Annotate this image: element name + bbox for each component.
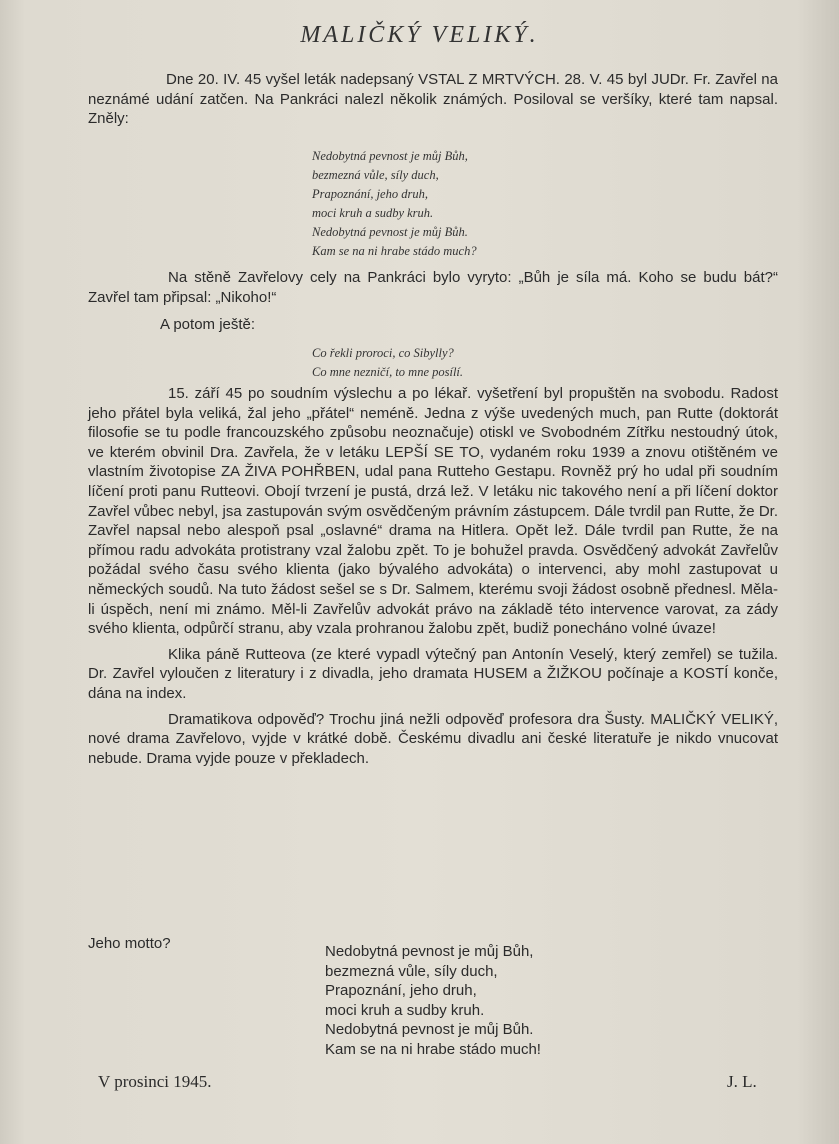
signature-initials: J. L. bbox=[727, 1072, 757, 1091]
verse-line: Prapoznání, jeho druh, bbox=[312, 187, 428, 201]
paragraph-cell-wall bbox=[88, 268, 778, 307]
prison-verse bbox=[312, 147, 477, 261]
verse-line: Co řekli proroci, co Sibylly? bbox=[312, 346, 454, 360]
verse-line: moci kruh a sudby kruh. bbox=[312, 206, 434, 220]
verse-line: Kam se na ni hrabe stádo much? bbox=[312, 244, 477, 258]
verse-line: bezmezná vůle, síly duch, bbox=[312, 168, 439, 182]
verse-line: Co mne nezničí, to mne posílí. bbox=[312, 365, 464, 379]
main-text bbox=[88, 384, 778, 768]
paragraph-then bbox=[88, 315, 778, 335]
paragraph-release: 15. září 45 po soudním výslechu a po lékař. vyšetření byl propuštěn na svobodu. Radost jeho přátel byla veliká, žal jeho „přátel“ neméně. Jedna z výše uvedených much, pan Rutte (doktorát filosofie se tu podle francouzského způsobu neoznačuje) otiskl ve Svobodném Zítřku nestoudný útok, ve kterém obvinil Dra. Zavřela, že v letáku LEPŠÍ SE TO, vydaném roku 1939 a znovu otištěném ve vlastním životopise ZA ŽIVA POHŘBEN, udal pana Rutteho Gestapu. Rovněž prý ho udal při soudním líčení proti panu Rutteovi. Obojí tvrzení je pustá, drzá lež. V letáku nic takového není a při líčení doktor Zavřel vůbec nebyl, jsa zastupován svým osvědčeným právním zástupcem. Dále tvrdil pan Rutte, že Dr. Zavřel napsal nebo alespoň psal „oslavné“ drama na Hitlera. Opět lež. Dále tvrdil pan Rutte, že na přímou radu advokáta protistrany vzal žalobu zpět. To je bohužel pravda. Osvědčený advokát Zavřelův požádal svého času svého klienta (jako bývalého advokáta) o intervenci, aby mohl zastupovat u německých soudů. Na tuto žádost sešel se s Dr. Salmem, kterému svoji žádost osobně přednesl. Měla-li úspěch, není mi známo. Měl-li Zavřelův advokát právo na základě této intervence varovat, za zády svého klienta, odpůrčí stranu, aby vzala prohranou žalobu zpět, budiž ponecháno volné úvaze! bbox=[88, 385, 778, 638]
verse-line: moci kruh a sudby kruh. bbox=[325, 1001, 485, 1019]
document-title: MALIČKÝ VELIKÝ. bbox=[300, 22, 539, 48]
paragraph-text: A potom ještě: bbox=[160, 316, 256, 333]
verse-line: Nedobytná pevnost je můj Bůh, bbox=[312, 149, 468, 163]
verse-line: Nedobytná pevnost je můj Bůh, bbox=[325, 943, 534, 960]
paragraph-arrest bbox=[88, 70, 778, 129]
paragraph-text: Na stěně Zavřelovy cely na Pankráci bylo vyryto: „Bůh je síla má. Koho se budu bát?“ Zavřel tam připsal: „Nikoho!“ bbox=[88, 269, 778, 306]
paragraph-index: Klika páně Rutteova (ze které vypadl výtečný pan Antonín Veselý, který zemřel) se tužila. Dr. Zavřel vyloučen z literatury i z divadla, jeho dramata HUSEM a ŽIŽKOU počínaje a KOSTÍ konče, dána na index. bbox=[88, 645, 778, 702]
document-date: V prosinci 1945. bbox=[98, 1072, 212, 1091]
motto-label: Jeho motto? bbox=[88, 935, 171, 952]
verse-line: Kam se na ni hrabe stádo much! bbox=[325, 1040, 541, 1058]
paragraph-response: Dramatikova odpověď? Trochu jiná nežli odpověď profesora dra Šusty. MALIČKÝ VELIKÝ, nové drama Zavřelovo, vyjde v krátké době. Českému divadlu ani české literatuře je nikdo vnucovat nebude. Drama vyjde pouze v překladech. bbox=[88, 710, 778, 767]
verse-line: Nedobytná pevnost je můj Bůh. bbox=[325, 1021, 534, 1038]
second-verse bbox=[312, 344, 463, 382]
verse-line: bezmezná vůle, síly duch, bbox=[325, 962, 498, 980]
verse-line: Nedobytná pevnost je můj Bůh. bbox=[312, 225, 468, 239]
verse-line: Prapoznání, jeho druh, bbox=[325, 982, 477, 999]
paragraph-text: Dne 20. IV. 45 vyšel leták nadepsaný VSTAL Z MRTVÝCH. 28. V. 45 byl JUDr. Fr. Zavřel na neznámé udání zatčen. Na Pankráci nalezl několik známých. Posiloval se veršíky, které tam napsal. Zněly: bbox=[88, 71, 778, 127]
motto-verse bbox=[325, 942, 541, 1059]
